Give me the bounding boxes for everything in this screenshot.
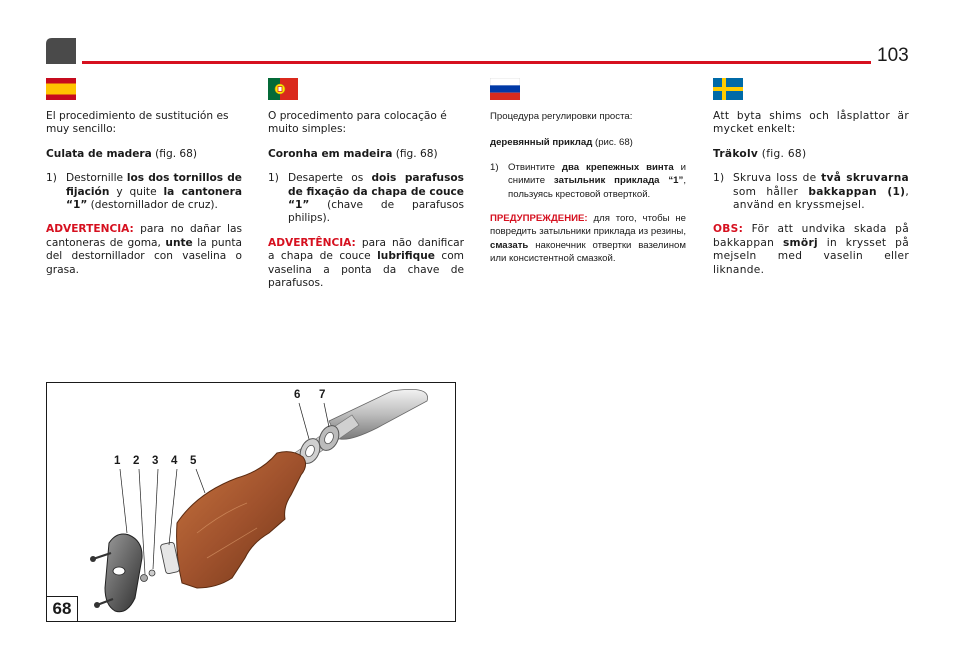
callout-5: 5 (190, 455, 197, 467)
column-es (46, 78, 242, 288)
header-tab-icon (46, 38, 76, 64)
subheading: Coronha em madeira (fig. 68) (268, 147, 438, 160)
russia-flag-icon (490, 78, 520, 100)
intro-text: Att byta shims och låsplattor är mycket enkelt: (713, 110, 909, 136)
warning: ADVERTENCIA: para no dañar las cantoneras de goma, unte la punta del destornillador con vaselina o grasa. (46, 223, 242, 276)
step-1: 1) Desaperte os dois parafusos de fixação da chapa de couce “1” (chave de parafusos philips). (268, 172, 464, 225)
warning: ПРЕДУПРЕЖДЕНИЕ: для того, чтобы не повредить затыльники приклада из резины, смазать наконечник отвертки вазелином или консистентной смазкой. (490, 213, 686, 265)
sweden-flag-icon (713, 78, 743, 100)
subheading: Träkolv (fig. 68) (713, 147, 807, 160)
portugal-flag-icon (268, 78, 298, 100)
callout-7: 7 (319, 389, 326, 401)
callout-2: 2 (133, 455, 140, 467)
column-pt (268, 78, 464, 301)
step-1: 1) Отвинтите два крепежных винта и снимите затыльник приклада “1”, пользуясь крестовой отверткой. (490, 161, 687, 200)
step-1: 1) Skruva loss de två skruvarna som håller bakkappan (1), använd en kryssmejsel. (713, 172, 909, 212)
spain-flag-icon (46, 78, 76, 100)
header-rule (82, 61, 871, 64)
column-sv (713, 78, 909, 288)
warning: OBS: För att undvika skada på bakkappan smörj in krysset på mejseln med vaselin eller liknande. (713, 223, 909, 276)
subheading: Culata de madera (fig. 68) (46, 147, 198, 160)
figure-68 (46, 382, 456, 622)
page-number: 103 (877, 45, 909, 66)
callout-3: 3 (152, 455, 159, 467)
warning: ADVERTÊNCIA: para não danificar a chapa de couce lubrifique com vaselina a ponta da chave de parafusos. (268, 236, 464, 290)
intro-text: Процедура регулировки проста: (490, 111, 633, 122)
step-1: 1) Destornille los dos tornillos de fijación y quite la cantonera “1” (destornillador de cruz). (46, 172, 242, 212)
figure-number: 68 (47, 596, 78, 621)
callout-1: 1 (114, 455, 121, 467)
intro-text: El procedimiento de sustitución es muy sencillo: (46, 110, 229, 136)
intro-text: O procedimento para colocação é muito simples: (268, 110, 447, 136)
stock-exploded-diagram (47, 383, 455, 621)
subheading: деревянный приклад (рис. 68) (490, 137, 633, 149)
callout-6: 6 (294, 389, 301, 401)
callout-4: 4 (171, 455, 178, 467)
column-ru (490, 78, 686, 277)
